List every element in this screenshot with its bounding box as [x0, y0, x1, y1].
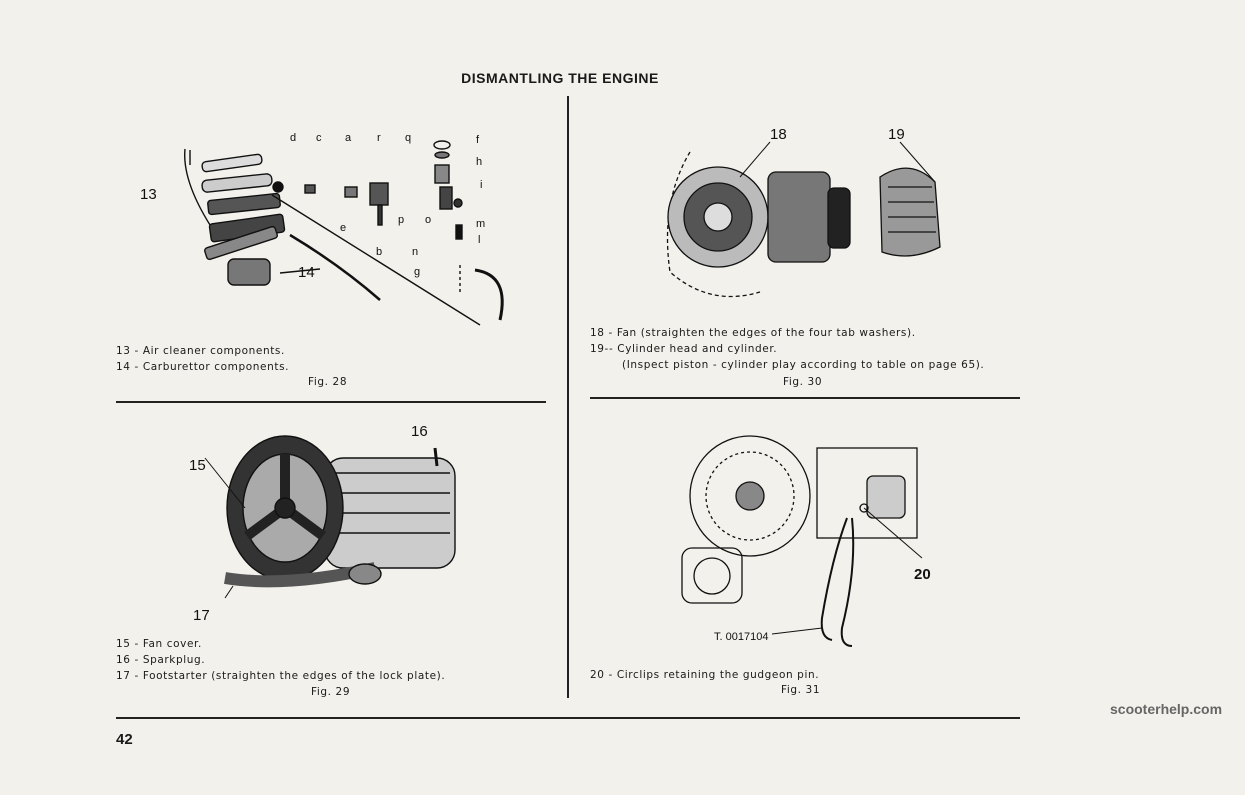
svg-text:b: b [376, 246, 383, 258]
svg-text:h: h [476, 156, 483, 168]
svg-text:m: m [476, 218, 486, 230]
fig-30-label: Fig. 30 [783, 376, 823, 388]
svg-text:16: 16 [411, 423, 428, 440]
svg-text:20: 20 [914, 566, 931, 583]
svg-text:T. 0017104: T. 0017104 [714, 631, 769, 643]
fig-28-caption: 13 - Air cleaner components. 14 - Carburettor components. [116, 345, 290, 373]
svg-text:d: d [290, 132, 297, 144]
fig-31-label: Fig. 31 [781, 684, 821, 696]
svg-text:c: c [316, 132, 322, 144]
svg-text:15: 15 [189, 457, 206, 474]
svg-text:l: l [478, 234, 481, 246]
fig-30-caption: 18 - Fan (straighten the edges of the four tab washers). 19-- Cylinder head and cylinder. (Inspect piston - cylinder play according to table on page 65). [590, 327, 985, 371]
svg-text:13: 13 [140, 186, 157, 203]
fig-29-label: Fig. 29 [311, 686, 351, 698]
svg-text:r: r [377, 132, 381, 144]
svg-text:q: q [405, 132, 412, 144]
svg-text:19: 19 [888, 126, 905, 143]
fig-29-illustration [185, 418, 475, 628]
divider-left-middle [116, 401, 546, 403]
svg-text:17: 17 [193, 607, 210, 624]
fig-31-caption: 20 - Circlips retaining the gudgeon pin. [590, 669, 820, 681]
page-title: DISMANTLING THE ENGINE [461, 70, 659, 86]
divider-right-middle [590, 397, 1020, 399]
svg-text:p: p [398, 214, 405, 226]
svg-text:n: n [412, 246, 419, 258]
svg-text:e: e [340, 222, 347, 234]
svg-text:18: 18 [770, 126, 787, 143]
svg-text:14: 14 [298, 264, 315, 281]
fig-31-illustration [672, 428, 952, 650]
fig-30-illustration [650, 122, 970, 312]
vertical-divider [567, 96, 569, 698]
svg-text:o: o [425, 214, 432, 226]
svg-text:g: g [414, 266, 421, 278]
svg-text:f: f [476, 134, 480, 146]
svg-text:i: i [480, 179, 483, 191]
watermark-text: scooterhelp.com [1110, 701, 1223, 717]
fig-28-label: Fig. 28 [308, 376, 348, 388]
page-number: 42 [116, 731, 133, 748]
fig-29-caption: 15 - Fan cover. 16 - Sparkplug. 17 - Footstarter (straighten the edges of the lock plate). [116, 638, 446, 682]
fig-28-illustration [140, 125, 530, 335]
divider-bottom [116, 717, 1020, 719]
svg-text:a: a [345, 132, 352, 144]
